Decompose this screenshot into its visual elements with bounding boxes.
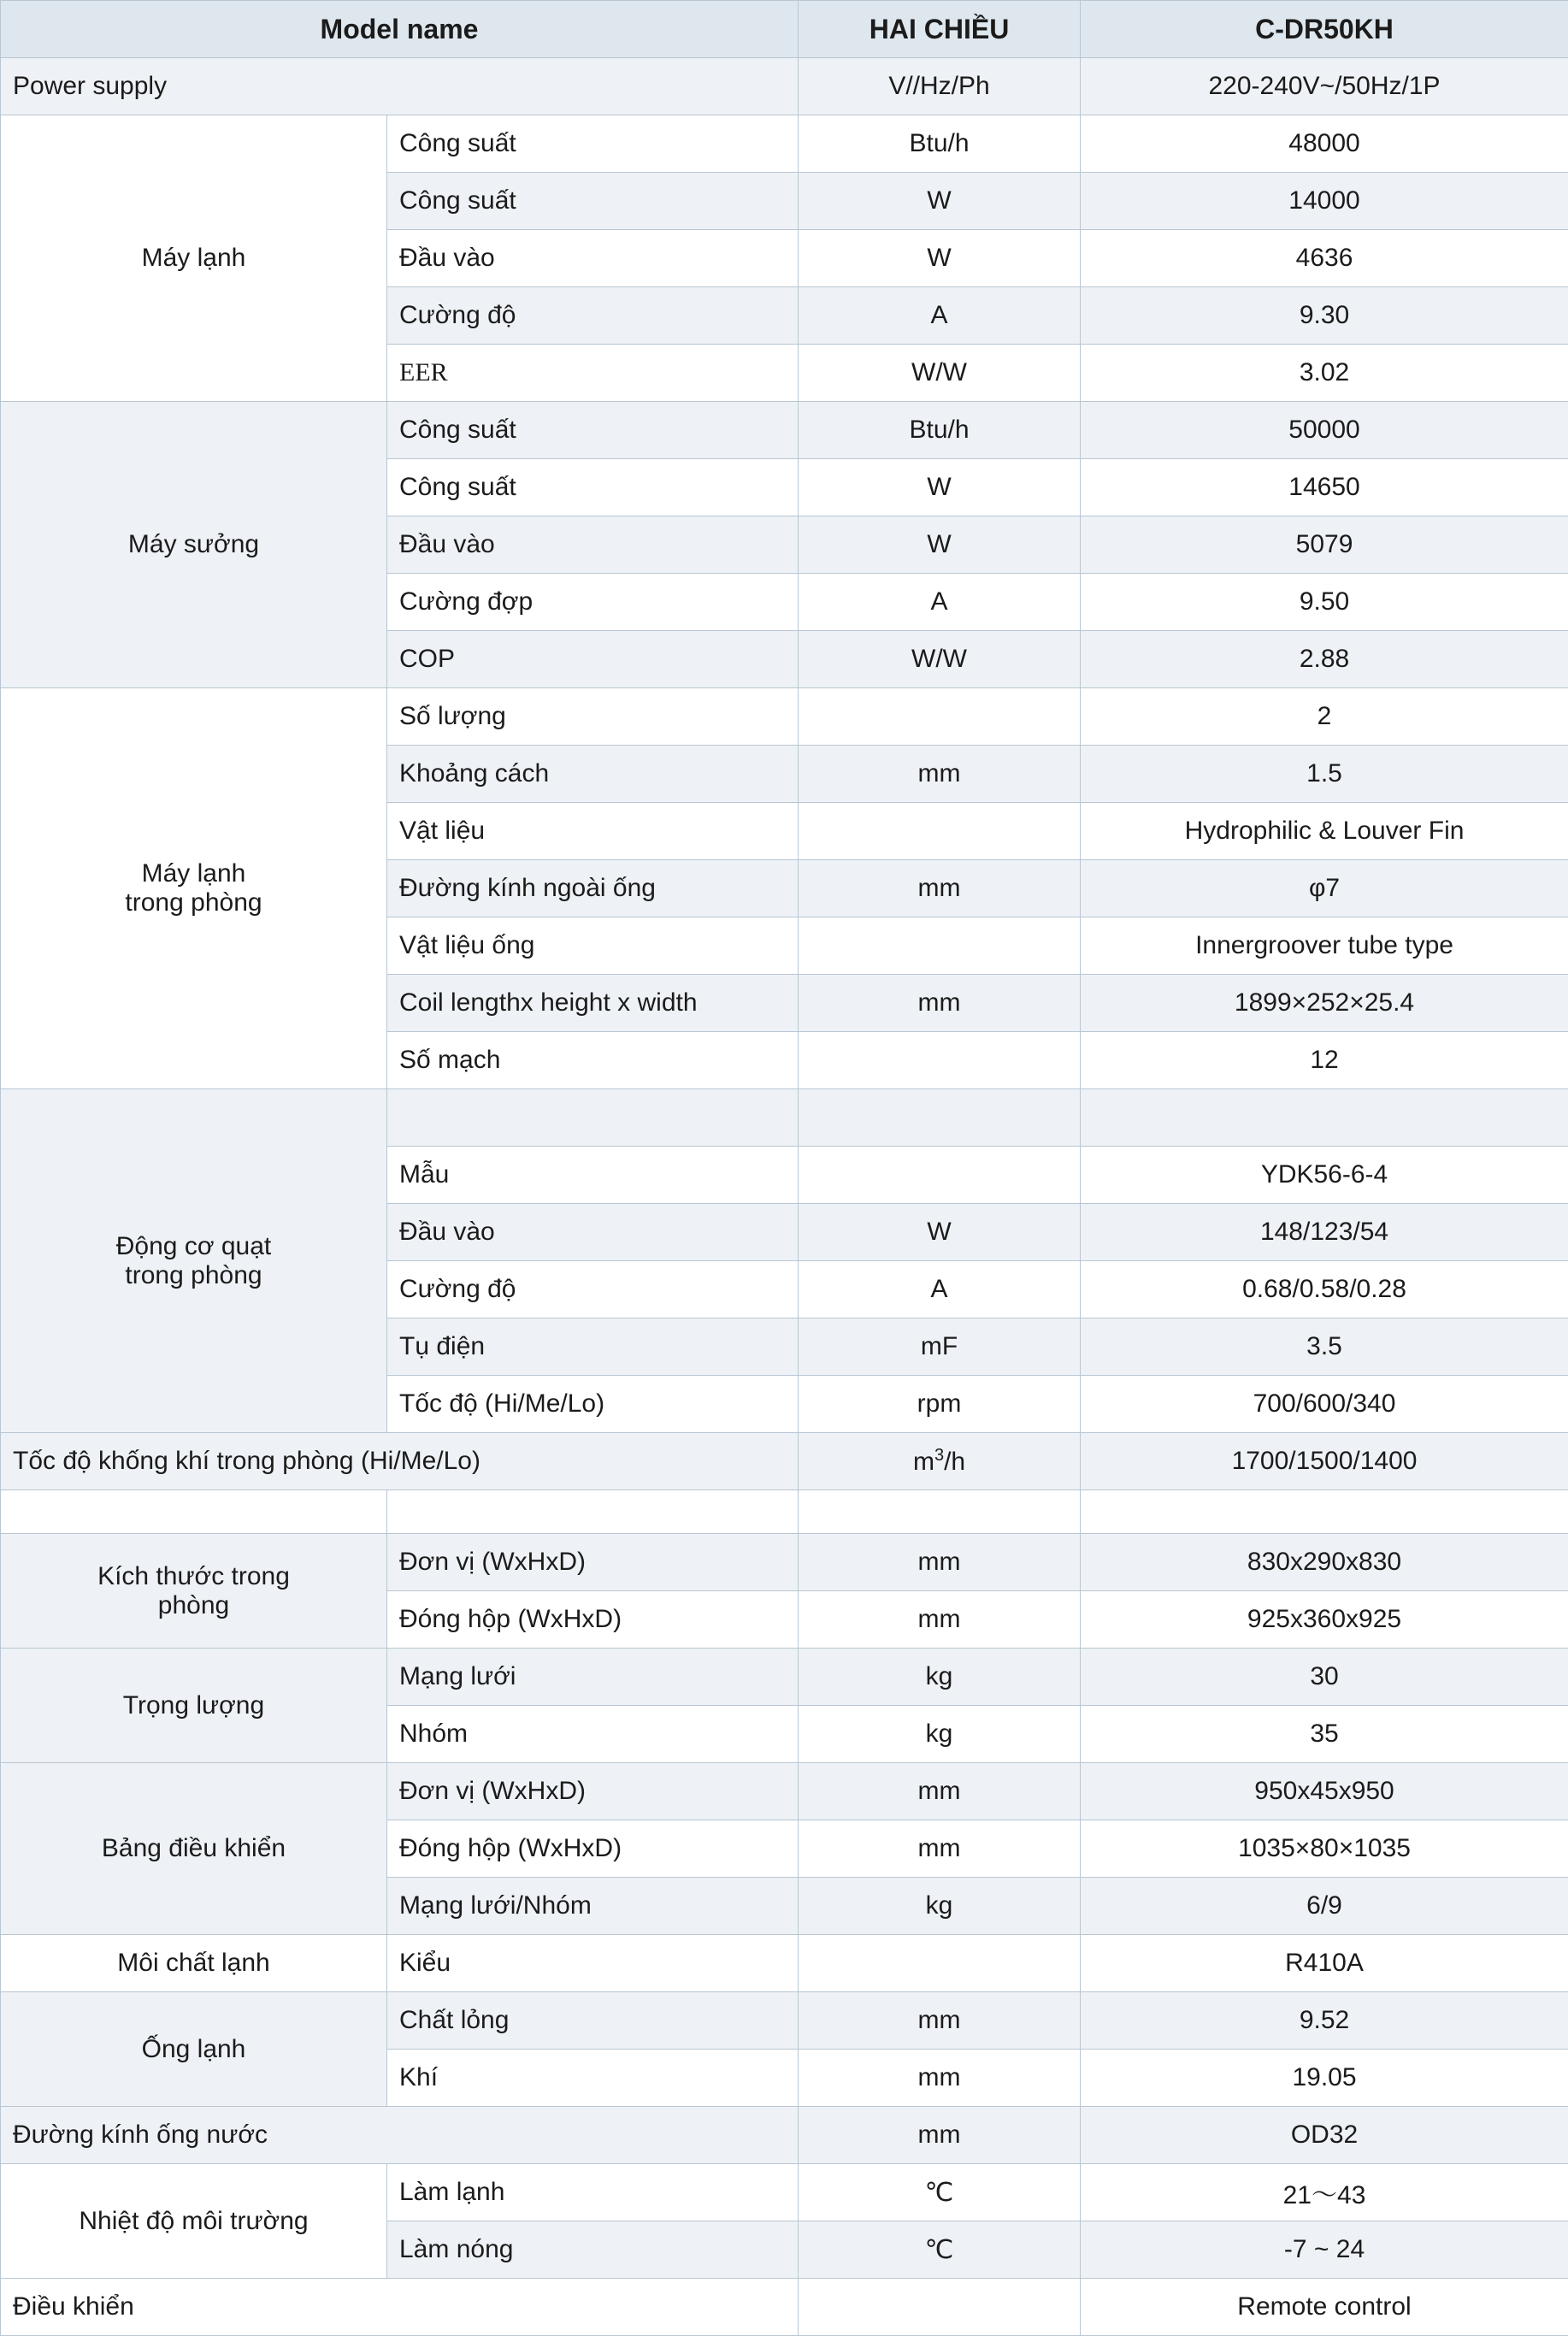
row-value-power-supply: 220-240V~/50Hz/1P xyxy=(1081,58,1568,115)
unit-base: m xyxy=(913,1448,934,1476)
row-unit: W xyxy=(799,516,1081,574)
row-value: 14650 xyxy=(1081,459,1568,516)
row-unit: W xyxy=(799,1204,1081,1261)
row-item: COP xyxy=(387,631,799,688)
row-value: 48000 xyxy=(1081,115,1568,173)
row-item: Coil lengthx height x width xyxy=(387,975,799,1032)
table-row xyxy=(1,688,1568,746)
row-value: 4636 xyxy=(1081,230,1568,287)
row-value: 12 xyxy=(1081,1032,1568,1089)
row-unit: W xyxy=(799,459,1081,516)
row-item: Đóng hộp (WxHxD) xyxy=(387,1591,799,1649)
row-unit: mm xyxy=(799,1534,1081,1591)
row-value: 30 xyxy=(1081,1649,1568,1706)
row-item: Công suất xyxy=(387,459,799,516)
row-value: 0.68/0.58/0.28 xyxy=(1081,1261,1568,1318)
table-row-spacer xyxy=(1,1490,1568,1534)
row-value: 5079 xyxy=(1081,516,1568,574)
row-label-power-supply: Power supply xyxy=(1,58,799,115)
row-unit: mm xyxy=(799,746,1081,803)
header-model-name: Model name xyxy=(1,1,799,58)
row-value: 3.5 xyxy=(1081,1318,1568,1376)
table-row xyxy=(1,1534,1568,1591)
unit-superscript: 3 xyxy=(934,1446,944,1465)
row-unit xyxy=(799,917,1081,975)
table-header-row xyxy=(1,1,1568,58)
row-value-control: Remote control xyxy=(1081,2279,1568,2336)
table-row xyxy=(1,2164,1568,2221)
row-unit: A xyxy=(799,574,1081,631)
row-value: 830x290x830 xyxy=(1081,1534,1568,1591)
row-unit: Btu/h xyxy=(799,115,1081,173)
row-unit: W/W xyxy=(799,631,1081,688)
group-label-control-panel: Bảng điều khiển xyxy=(1,1763,387,1935)
row-item: Tụ điện xyxy=(387,1318,799,1376)
row-item: Mẫu xyxy=(387,1147,799,1204)
row-value: 2.88 xyxy=(1081,631,1568,688)
group-label-line2: trong phòng xyxy=(125,1261,262,1289)
row-value: 9.50 xyxy=(1081,574,1568,631)
row-unit-control xyxy=(799,2279,1081,2336)
group-label-pipe: Ống lạnh xyxy=(1,1992,387,2107)
group-label-line1: Máy lạnh xyxy=(142,859,246,888)
row-value: 35 xyxy=(1081,1706,1568,1763)
row-label-water-pipe: Đường kính ống nước xyxy=(1,2107,799,2164)
row-item: Đơn vị (WxHxD) xyxy=(387,1534,799,1591)
group-label-indoor-fan-motor xyxy=(1,1089,387,1433)
row-value-airflow: 1700/1500/1400 xyxy=(1081,1433,1568,1490)
row-value xyxy=(1081,1089,1568,1147)
row-unit: mm xyxy=(799,975,1081,1032)
row-unit xyxy=(799,1089,1081,1147)
row-value-water-pipe: OD32 xyxy=(1081,2107,1568,2164)
row-unit: kg xyxy=(799,1878,1081,1935)
row-value: Hydrophilic & Louver Fin xyxy=(1081,803,1568,860)
row-unit: kg xyxy=(799,1706,1081,1763)
row-unit: A xyxy=(799,287,1081,345)
group-label-refrigerant: Môi chất lạnh xyxy=(1,1935,387,1992)
row-item: Công suất xyxy=(387,402,799,459)
row-item: Mạng lưới/Nhóm xyxy=(387,1878,799,1935)
row-value: -7 ~ 24 xyxy=(1081,2221,1568,2279)
row-unit-power-supply: V//Hz/Ph xyxy=(799,58,1081,115)
row-item: Đầu vào xyxy=(387,1204,799,1261)
row-value: 1899×252×25.4 xyxy=(1081,975,1568,1032)
row-item: Chất lỏng xyxy=(387,1992,799,2050)
row-unit: W xyxy=(799,173,1081,230)
row-unit: kg xyxy=(799,1649,1081,1706)
row-unit: ℃ xyxy=(799,2164,1081,2221)
row-unit: mF xyxy=(799,1318,1081,1376)
row-item: Nhóm xyxy=(387,1706,799,1763)
spacer-cell-unit xyxy=(799,1490,1081,1534)
row-value: 21〜43 xyxy=(1081,2164,1568,2221)
row-item: Mạng lưới xyxy=(387,1649,799,1706)
row-value: R410A xyxy=(1081,1935,1568,1992)
row-value: 50000 xyxy=(1081,402,1568,459)
row-item: Cường đợp xyxy=(387,574,799,631)
spacer-cell-value xyxy=(1081,1490,1568,1534)
table-row xyxy=(1,1935,1568,1992)
row-value: Innergroover tube type xyxy=(1081,917,1568,975)
row-unit xyxy=(799,1032,1081,1089)
spacer-cell-group xyxy=(1,1490,387,1534)
row-item: Làm nóng xyxy=(387,2221,799,2279)
row-value: 950x45x950 xyxy=(1081,1763,1568,1820)
row-item: Công suất xyxy=(387,115,799,173)
row-item: Đơn vị (WxHxD) xyxy=(387,1763,799,1820)
row-value: 6/9 xyxy=(1081,1878,1568,1935)
row-item: Làm lạnh xyxy=(387,2164,799,2221)
group-label-weight: Trọng lượng xyxy=(1,1649,387,1763)
group-label-line1: Kích thước trong xyxy=(97,1562,290,1590)
group-label-ambient-temperature: Nhiệt độ môi trường xyxy=(1,2164,387,2279)
row-unit xyxy=(799,688,1081,746)
row-unit xyxy=(799,1935,1081,1992)
row-value: 19.05 xyxy=(1081,2050,1568,2107)
row-unit: mm xyxy=(799,1820,1081,1878)
row-item: Đường kính ngoài ống xyxy=(387,860,799,917)
spacer-cell-item xyxy=(387,1490,799,1534)
row-unit: ℃ xyxy=(799,2221,1081,2279)
table-row xyxy=(1,402,1568,459)
group-label-heating: Máy sưởng xyxy=(1,402,387,688)
row-item: Công suất xyxy=(387,173,799,230)
row-unit: rpm xyxy=(799,1376,1081,1433)
row-unit: A xyxy=(799,1261,1081,1318)
row-item: Khoảng cách xyxy=(387,746,799,803)
table-row xyxy=(1,1433,1568,1490)
table-row xyxy=(1,1992,1568,2050)
row-item: Khí xyxy=(387,2050,799,2107)
table-row xyxy=(1,2107,1568,2164)
row-label-control: Điều khiển xyxy=(1,2279,799,2336)
row-value: 1035×80×1035 xyxy=(1081,1820,1568,1878)
row-item: EER xyxy=(387,345,799,402)
row-item: Đóng hộp (WxHxD) xyxy=(387,1820,799,1878)
row-item: Đầu vào xyxy=(387,516,799,574)
row-label-airflow: Tốc độ khống khí trong phòng (Hi/Me/Lo) xyxy=(1,1433,799,1490)
row-unit: Btu/h xyxy=(799,402,1081,459)
row-item: Vật liệu xyxy=(387,803,799,860)
header-type: HAI CHIỀU xyxy=(799,1,1081,58)
table-row xyxy=(1,1649,1568,1706)
group-label-line2: phòng xyxy=(158,1591,229,1619)
row-item: Tốc độ (Hi/Me/Lo) xyxy=(387,1376,799,1433)
table-row xyxy=(1,1089,1568,1147)
group-label-cooling: Máy lạnh xyxy=(1,115,387,402)
row-unit-water-pipe: mm xyxy=(799,2107,1081,2164)
row-value: φ7 xyxy=(1081,860,1568,917)
table-row xyxy=(1,115,1568,173)
row-value: 700/600/340 xyxy=(1081,1376,1568,1433)
row-value: 14000 xyxy=(1081,173,1568,230)
row-unit-airflow xyxy=(799,1433,1081,1490)
group-label-indoor-coil xyxy=(1,688,387,1089)
group-label-line2: trong phòng xyxy=(125,888,262,917)
row-item: Kiểu xyxy=(387,1935,799,1992)
row-item: Số mạch xyxy=(387,1032,799,1089)
row-item: Vật liệu ống xyxy=(387,917,799,975)
row-unit: mm xyxy=(799,860,1081,917)
row-item: Cường độ xyxy=(387,287,799,345)
row-value: YDK56-6-4 xyxy=(1081,1147,1568,1204)
row-value: 2 xyxy=(1081,688,1568,746)
header-model-code: C-DR50KH xyxy=(1081,1,1568,58)
row-item: Cường độ xyxy=(387,1261,799,1318)
table-row xyxy=(1,58,1568,115)
row-value: 9.52 xyxy=(1081,1992,1568,2050)
row-unit xyxy=(799,1147,1081,1204)
unit-tail: /h xyxy=(944,1448,965,1476)
row-unit: mm xyxy=(799,1763,1081,1820)
row-item: Đầu vào xyxy=(387,230,799,287)
table-row xyxy=(1,1763,1568,1820)
row-unit: W xyxy=(799,230,1081,287)
row-unit xyxy=(799,803,1081,860)
row-item: Số lượng xyxy=(387,688,799,746)
row-value: 9.30 xyxy=(1081,287,1568,345)
row-item xyxy=(387,1089,799,1147)
row-unit: mm xyxy=(799,1591,1081,1649)
row-value: 1.5 xyxy=(1081,746,1568,803)
group-label-line1: Động cơ quạt xyxy=(116,1232,271,1260)
row-value: 148/123/54 xyxy=(1081,1204,1568,1261)
group-label-indoor-dimensions xyxy=(1,1534,387,1649)
row-unit: W/W xyxy=(799,345,1081,402)
row-unit: mm xyxy=(799,2050,1081,2107)
row-value: 3.02 xyxy=(1081,345,1568,402)
table-row xyxy=(1,2279,1568,2336)
row-value: 925x360x925 xyxy=(1081,1591,1568,1649)
row-unit: mm xyxy=(799,1992,1081,2050)
